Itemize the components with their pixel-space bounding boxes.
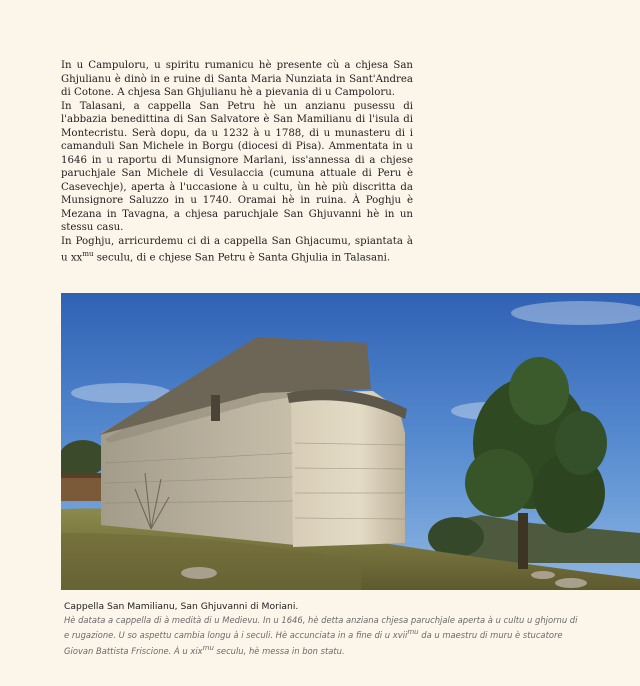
paragraph-talasani: In Talasani, a cappella San Petru hè un anzianu pusessu di l'abbazia benedittina di San Salvatore è San Mamilianu di l'isula di Montecristu. Serà dopu, da u 1232 à u 1788, di u munasteru di i camanduli San Michele in Borgu (diocesi di Pisa). Ammentata in u 1646 in u raportu di Munsignore Marlani, iss'annessa di a chjese paruchjale San Michele di Vesulaccia (cumuna attuale di Peru è Casevechje), aperta à l'uccasione à u cultu, ùn hè più discritta da Munsignore Saluzzo in u 1740. Oramai hè in ruina. À Poghju è Mezana in Tavagna, a chjesa paruchjale San Ghjuvanni hè in un stessu casu. — [61, 100, 413, 233]
paragraph-poghju-start: In Poghju, arricurdemu ci di a cappella San Ghjacumu, spiantata à u — [61, 235, 413, 264]
caption-title: Cappella San Mamilianu, San Ghjuvanni di Moriani. — [64, 601, 299, 612]
paragraph-poghju — [61, 235, 413, 265]
caption-text-part-1: Hè datata a cappella di à medità di u Medievu. In u 1646, hè detta anziana chjesa paruchjale aperta à u cultu u ghjornu di e rugazione. U so aspettu cambia longu à i seculi. Hè accunciata in a fine di u — [64, 615, 578, 641]
caption-century-a: xvii — [392, 630, 408, 641]
caption-text-part-2: da u maestru di muru è stucatore Giovan Battista Friscione. À u — [64, 630, 563, 656]
caption-ordinal-a: mu — [407, 628, 419, 637]
caption-text — [64, 614, 584, 657]
century-numeral: xx — [70, 252, 83, 264]
caption-ordinal-b: mu — [202, 643, 214, 652]
chapel-photograph — [61, 293, 640, 590]
article-body — [61, 59, 413, 265]
caption-text-part-3: seculu, hè messa in bon statu. — [213, 645, 345, 656]
caption-century-b: xix — [190, 645, 203, 656]
distant-building — [61, 473, 107, 501]
chapel-window — [211, 395, 220, 421]
paragraph-campoloru: In u Campuloru, u spiritu rumanicu hè presente cù a chjesa San Ghjulianu è dinò in e ruine di Santa Maria Nunziata in Sant'Andrea di Cotone. A chjesa San Ghjulianu hè a pievania di u Campoloru. — [61, 60, 413, 98]
ordinal-suffix: mu — [82, 250, 94, 258]
paragraph-poghju-end: seculu, di e chjese San Petru è Santa Ghjulia in Talasani. — [93, 252, 391, 264]
tree-trunk — [518, 513, 528, 569]
